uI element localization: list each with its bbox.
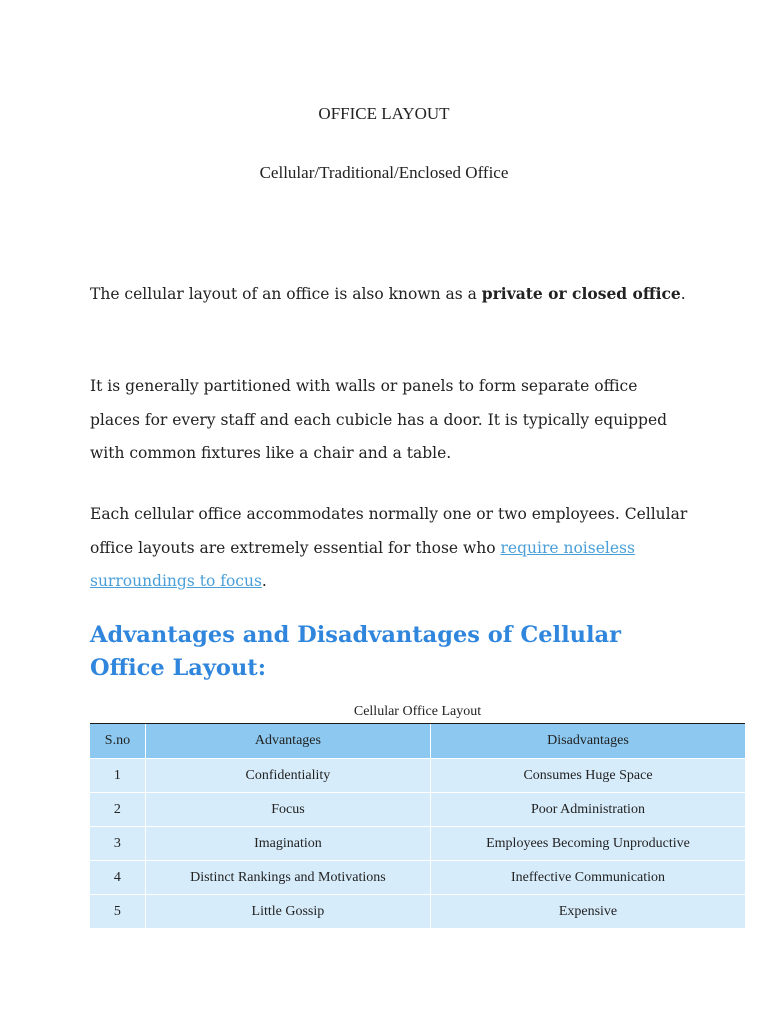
cell-sno: 2 bbox=[90, 793, 145, 827]
cell-sno: 1 bbox=[90, 759, 145, 793]
table-header-row bbox=[90, 724, 745, 759]
cell-advantage: Little Gossip bbox=[145, 895, 430, 929]
column-header-advantages: Advantages bbox=[145, 724, 430, 759]
table-row bbox=[90, 861, 745, 895]
section-heading: Advantages and Disadvantages of Cellular Office Layout: bbox=[90, 622, 621, 681]
paragraph-capacity bbox=[90, 498, 690, 599]
paragraph-capacity-end: . bbox=[261, 572, 267, 590]
cell-advantage: Distinct Rankings and Motivations bbox=[145, 861, 430, 895]
table-row bbox=[90, 759, 745, 793]
cell-disadvantage: Employees Becoming Unproductive bbox=[430, 827, 745, 861]
cell-advantage: Confidentiality bbox=[145, 759, 430, 793]
cell-sno: 5 bbox=[90, 895, 145, 929]
table-row bbox=[90, 827, 745, 861]
noiseless-surroundings-link[interactable]: require noiseless surroundings to focus bbox=[90, 538, 635, 590]
column-header-sno: S.no bbox=[90, 724, 145, 759]
cell-sno: 3 bbox=[90, 827, 145, 861]
table-caption: Cellular Office Layout bbox=[353, 704, 482, 719]
table-row bbox=[90, 895, 745, 929]
paragraph-intro-end: . bbox=[680, 285, 686, 303]
paragraph-intro-text: The cellular layout of an office is also known as a bbox=[90, 285, 482, 303]
paragraph-description: It is generally partitioned with walls or panels to form separate office places for every staff and each cubicle has a door. It is typically equipped with common fixtures like a chair and a table. bbox=[90, 377, 668, 462]
cell-disadvantage: Ineffective Communication bbox=[430, 861, 745, 895]
cell-disadvantage: Expensive bbox=[430, 895, 745, 929]
cell-sno: 4 bbox=[90, 861, 145, 895]
table-row bbox=[90, 793, 745, 827]
cell-disadvantage: Consumes Huge Space bbox=[430, 759, 745, 793]
column-header-disadvantages: Disadvantages bbox=[430, 724, 745, 759]
paragraph-capacity-text: Each cellular office accommodates normally one or two employees. Cellular office layouts are extremely essential for those who bbox=[90, 505, 688, 557]
paragraph-intro-bold: private or closed office bbox=[481, 284, 681, 303]
cell-advantage: Imagination bbox=[145, 827, 430, 861]
cell-disadvantage: Poor Administration bbox=[430, 793, 745, 827]
document-title: OFFICE LAYOUT bbox=[318, 104, 450, 123]
cell-advantage: Focus bbox=[145, 793, 430, 827]
paragraph-intro bbox=[90, 277, 690, 312]
document-subtitle: Cellular/Traditional/Enclosed Office bbox=[259, 163, 509, 182]
comparison-table bbox=[90, 723, 745, 928]
